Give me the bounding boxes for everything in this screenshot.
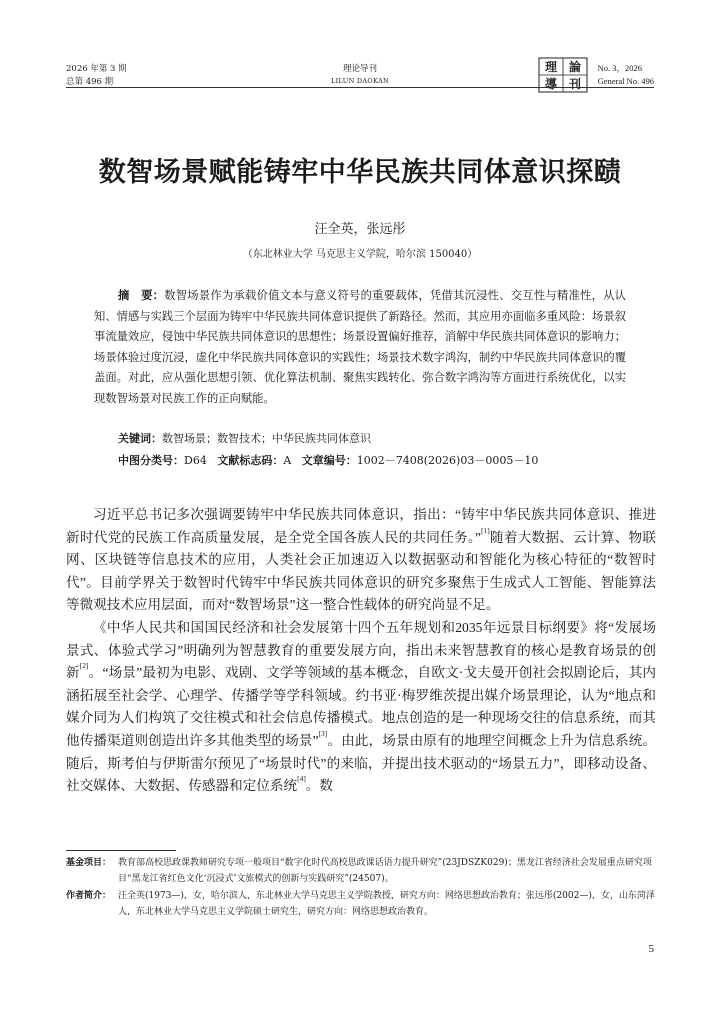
- doc-code-label: 文献标志码：: [217, 454, 284, 467]
- abstract-label: 摘 要：: [118, 289, 165, 302]
- svg-text:導: 導: [544, 77, 557, 91]
- citation-ref[interactable]: [4]: [297, 774, 306, 784]
- journal-name-cn: 理论导刊: [342, 64, 377, 74]
- citation-ref[interactable]: [3]: [318, 728, 328, 738]
- abstract: [94, 286, 626, 410]
- general-number-en: General No. 496: [597, 76, 654, 86]
- clc-label: 中图分类号：: [118, 454, 184, 467]
- svg-text:論: 論: [568, 60, 581, 74]
- clc-value: D64: [184, 454, 207, 467]
- footnote-author-bio: [66, 888, 656, 920]
- article-authors: 汪全英，张远彤: [314, 222, 406, 237]
- article-id-label: 文章编号：: [301, 454, 357, 467]
- funding-text: 教育部高校思政课教师研究专项一般项目“数字化时代高校思政课话语力提升研究”(23JDSZK029)；黑龙江省经济社会发展重点研究项目“黑龙江省红色文化‘沉浸式’文旅模式的创新与实践研究”(24507)。: [118, 858, 652, 884]
- page-number: 5: [648, 943, 654, 955]
- classification-line: [118, 452, 638, 468]
- keywords: [118, 430, 638, 446]
- header-divider: [66, 87, 654, 88]
- article-body: [66, 504, 656, 798]
- funding-label: 基金项目：: [66, 858, 112, 868]
- body-paragraph: 习近平总书记多次强调要铸牢中华民族共同体意识，指出：“铸牢中华民族共同体意识、推进新时代党的民族工作高质量发展，是全党全国各族人民的共同任务。”[1]随着大数据、云计算、物联网、区块链等信息技术的应用，人类社会正加速迈入以数据驱动和智能化为核心特征的“数智时代”。目前学界关于数智时代铸牢中华民族共同体意识的研究多聚焦于生成式人工智能、智能算法等微观技术应用层面，而对“数智场景”这一整合性载体的研究尚显不足。: [66, 507, 657, 613]
- total-issue-cn: 总第 496 期: [66, 77, 114, 87]
- issue-number-cn: 2026 年第 3 期: [66, 64, 127, 74]
- abstract-text: 数智场景作为承载价值文本与意义符号的重要载体，凭借其沉浸性、交互性与精准性，从认知、情感与实践三个层面为铸牢中华民族共同体意识提供了新路径。然而，其应用亦面临多重风险：场景叙事流量效应，侵蚀中华民族共同体意识的思想性；场景设置偏好推荐，消解中华民族共同体意识的影响力；场景体验过度沉浸，虚化中华民族共同体意识的实践性；场景技术数字鸿沟，制约中华民族共同体意识的覆盖面。对此，应从强化思想引领、优化算法机制、聚焦实践转化、弥合数字鸿沟等方面进行系统优化，以实现数智场景对民族工作的正向赋能。: [94, 289, 626, 405]
- citation-ref[interactable]: [1]: [480, 525, 490, 535]
- footnote-funding: [66, 855, 656, 887]
- journal-name-en: LILUN DAOKAN: [331, 77, 389, 85]
- svg-text:理: 理: [544, 60, 557, 74]
- svg-text:刊: 刊: [568, 77, 581, 91]
- author-bio-label: 作者简介：: [66, 891, 112, 901]
- article-title: 数智场景赋能铸牢中华民族共同体意识探赜: [98, 157, 622, 188]
- author-bio-text: 汪全英(1973—)，女，哈尔滨人，东北林业大学马克思主义学院教授，研究方向：网络思想政治教育；张远彤(2002—)，女，山东菏泽人，东北林业大学马克思主义学院硕士研究生，研究方向：网络思想政治教育。: [118, 891, 655, 917]
- article-id-value: 1002－7408(2026)03－0005－10: [356, 454, 539, 467]
- citation-ref[interactable]: [2]: [79, 661, 89, 671]
- doc-code-value: A: [283, 454, 292, 467]
- footnote-divider: [66, 850, 176, 851]
- body-paragraph: 《中华人民共和国国民经济和社会发展第十四个五年规划和2035年远景目标纲要》将“发展场景式、体验式学习”明确列为智慧教育的重要发展方向，指出未来智慧教育的核心是教育场景的创新[2]。“场景”最初为电影、戏剧、文学等领域的基本概念，自欧文·戈夫曼开创社会拟剧论后，其内涵拓展至社会学、心理学、传播学等学科领域。约书亚·梅罗维茨提出媒介场景理论，认为“地点和媒介同为人们构筑了交往模式和社会信息传播模式。地点创造的是一种现场交往的信息系统，而其他传播渠道则创造出许多其他类型的场景”[3]。由此，场景由原有的地理空间概念上升为信息系统。随后，斯考伯与伊斯雷尔预见了“场景时代”的来临，并提出技术驱动的“场景五力”，即移动设备、社交媒体、大数据、传感器和定位系统[4]。数: [66, 619, 657, 794]
- keywords-text: 数智场景；数智技术；中华民族共同体意识: [162, 432, 371, 445]
- issue-number-en: No. 3，2026: [597, 63, 642, 73]
- article-affiliation: （东北林业大学 马克思主义学院，哈尔滨 150040）: [242, 249, 478, 260]
- keywords-label: 关键词：: [118, 432, 162, 445]
